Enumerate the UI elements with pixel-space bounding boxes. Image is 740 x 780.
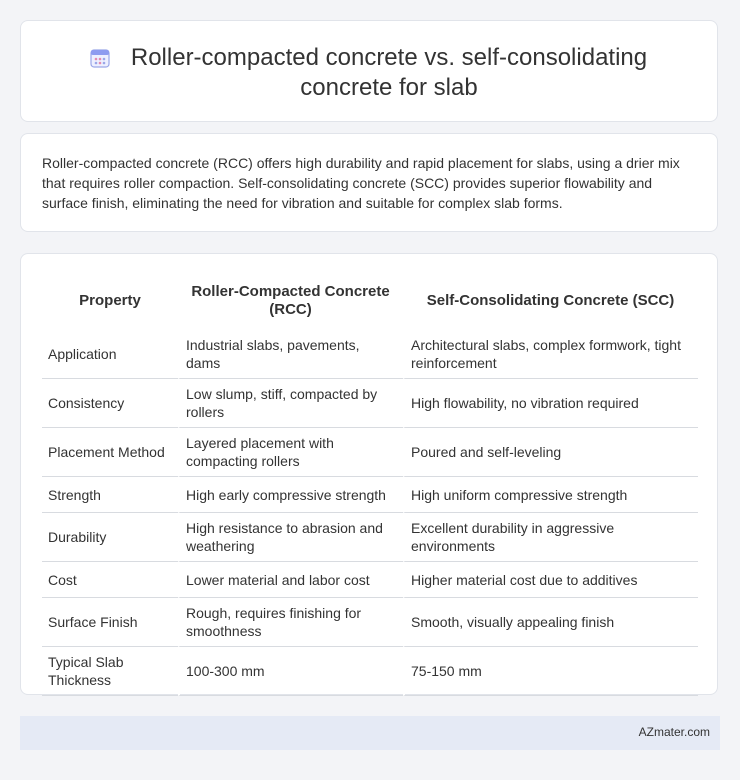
scc-cell: 75-150 mm <box>403 647 698 696</box>
scc-cell: High uniform compressive strength <box>403 477 698 513</box>
table-row <box>42 477 698 513</box>
header-scc: Self-Consolidating Concrete (SCC) <box>426 292 675 309</box>
header-rcc: Roller-Compacted Concrete (RCC) <box>191 283 390 318</box>
property-cell: Strength <box>42 477 178 513</box>
rcc-cell: High early compressive strength <box>178 477 403 513</box>
table-row <box>42 647 698 696</box>
rcc-cell: Layered placement with compacting rollers <box>178 428 403 477</box>
property-cell: Placement Method <box>42 428 178 477</box>
rcc-cell: Rough, requires finishing for smoothness <box>178 598 403 647</box>
title-wrap <box>21 43 717 103</box>
description-text: Roller-compacted concrete (RCC) offers high durability and rapid placement for slabs, using a drier mix that requires roller compaction. Self-consolidating concrete (SCC) provides superior flowability and surface finish, eliminating the need for vibration and suitable for complex slab forms. <box>42 155 680 211</box>
comparison-table-card <box>20 253 718 695</box>
property-cell: Durability <box>42 513 178 562</box>
scc-cell: High flowability, no vibration required <box>403 379 698 428</box>
calendar-icon <box>89 47 111 69</box>
rcc-cell: 100-300 mm <box>178 647 403 696</box>
rcc-cell: High resistance to abrasion and weathering <box>178 513 403 562</box>
property-cell: Cost <box>42 562 178 598</box>
scc-cell: Poured and self-leveling <box>403 428 698 477</box>
rcc-cell: Industrial slabs, pavements, dams <box>178 330 403 379</box>
property-cell: Surface Finish <box>42 598 178 647</box>
description-card <box>20 133 718 232</box>
rcc-cell: Low slump, stiff, compacted by rollers <box>178 379 403 428</box>
property-cell: Application <box>42 330 178 379</box>
table-row <box>42 562 698 598</box>
property-cell: Typical Slab Thickness <box>42 647 178 696</box>
table-row <box>42 598 698 647</box>
header-property: Property <box>79 292 141 309</box>
property-cell: Consistency <box>42 379 178 428</box>
footer-bar <box>20 716 720 750</box>
table-row <box>42 379 698 428</box>
scc-cell: Higher material cost due to additives <box>403 562 698 598</box>
table-row <box>42 330 698 379</box>
table-row <box>42 513 698 562</box>
scc-cell: Architectural slabs, complex formwork, tight reinforcement <box>403 330 698 379</box>
table-row <box>42 428 698 477</box>
rcc-cell: Lower material and labor cost <box>178 562 403 598</box>
title-card <box>20 20 718 122</box>
scc-cell: Excellent durability in aggressive environments <box>403 513 698 562</box>
page-title: Roller-compacted concrete vs. self-consolidating concrete for slab <box>130 44 648 101</box>
scc-cell: Smooth, visually appealing finish <box>403 598 698 647</box>
table-header-row <box>42 272 698 330</box>
comparison-table <box>42 272 698 696</box>
footer-brand[interactable]: AZmater.com <box>638 725 710 739</box>
